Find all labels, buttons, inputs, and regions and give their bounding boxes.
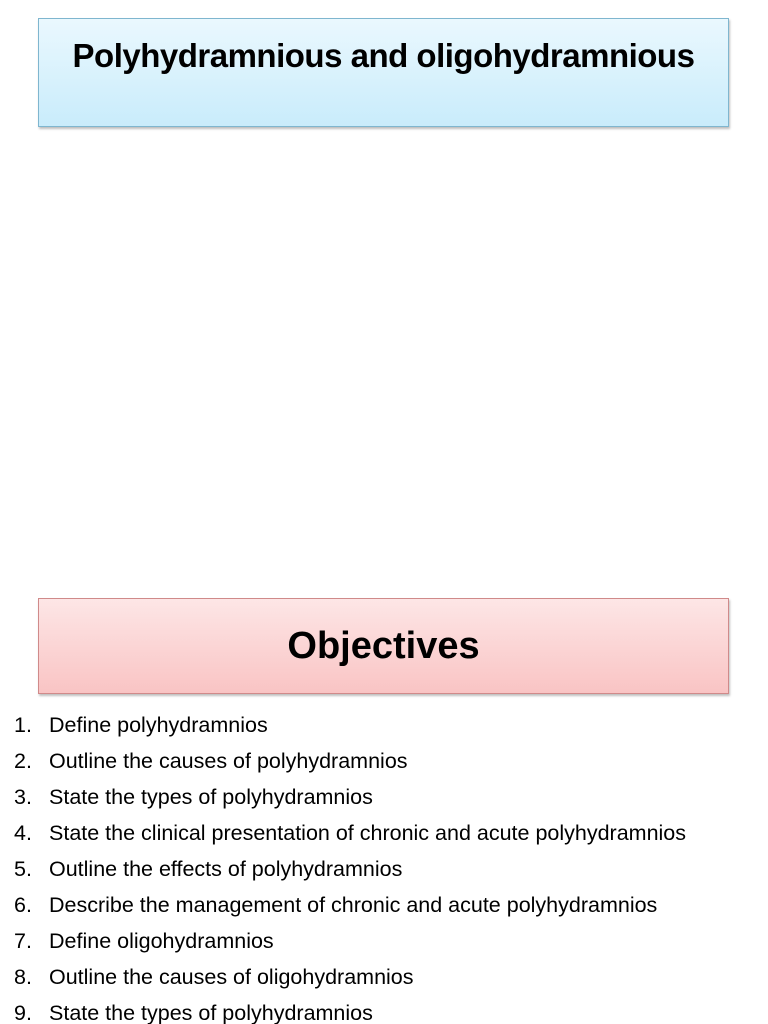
list-item-number: 8. — [14, 965, 32, 989]
list-item-text: State the clinical presentation of chronic and acute polyhydramnios — [49, 821, 687, 845]
list-item-text: Define oligohydramnios — [49, 929, 274, 953]
list-item — [14, 923, 686, 959]
list-item — [14, 815, 686, 851]
list-item-text: Outline the effects of polyhydramnios — [49, 857, 403, 881]
list-item-text: Describe the management of chronic and acute polyhydramnios — [49, 893, 658, 917]
list-item-number: 5. — [14, 857, 32, 881]
list-item — [14, 743, 686, 779]
list-item-number: 7. — [14, 929, 32, 953]
objectives-heading: Objectives — [287, 625, 480, 667]
list-item-number: 4. — [14, 821, 32, 845]
list-item-number: 9. — [14, 1001, 32, 1024]
list-item-number: 2. — [14, 749, 32, 773]
list-item — [14, 995, 686, 1024]
list-item-text: State the types of polyhydramnios — [49, 785, 373, 809]
page-title: Polyhydramnious and oligohydramnious — [72, 37, 695, 74]
list-item — [14, 887, 686, 923]
list-item-number: 1. — [14, 713, 32, 737]
list-item-text: Define polyhydramnios — [49, 713, 268, 737]
title-banner — [38, 18, 729, 127]
list-item-text: Outline the causes of polyhydramnios — [49, 749, 408, 773]
list-item — [14, 779, 686, 815]
list-item-number: 6. — [14, 893, 32, 917]
list-item — [14, 959, 686, 995]
list-item-text: Outline the causes of oligohydramnios — [49, 965, 414, 989]
list-item-number: 3. — [14, 785, 32, 809]
objectives-banner — [38, 598, 729, 694]
objectives-list — [14, 707, 686, 1024]
list-item — [14, 851, 686, 887]
list-item — [14, 707, 686, 743]
list-item-text: State the types of polyhydramnios — [49, 1001, 373, 1024]
